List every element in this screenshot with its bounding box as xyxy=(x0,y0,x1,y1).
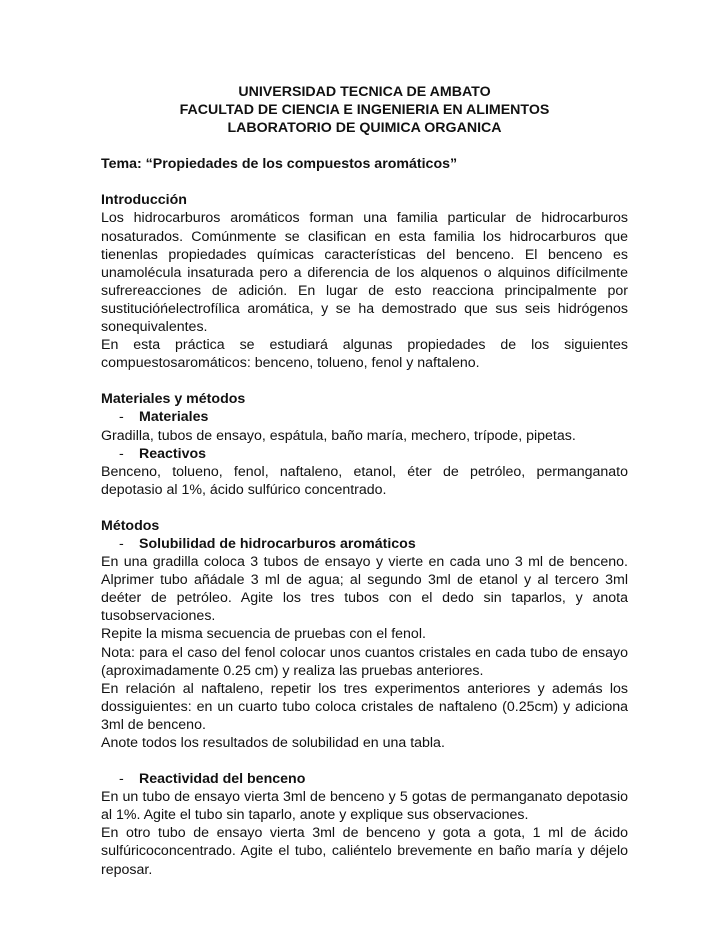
reactivity-paragraph-2: En otro tubo de ensayo vierta 3ml de benceno y gota a gota, 1 ml de ácido sulfúricoconcentrado. Agite el tubo, caliéntelo brevemente en baño maría y déjelo reposar. xyxy=(101,825,628,878)
methods-heading: Métodos xyxy=(101,517,160,534)
reactivos-item xyxy=(101,445,628,463)
bullet-dash: - xyxy=(119,445,124,462)
reactivity-paragraph-1: En un tubo de ensayo vierta 3ml de benceno y 5 gotas de permanganato depotasio al 1%. Agite el tubo sin taparlo, anote y explique sus observaciones. xyxy=(101,789,628,824)
materiales-text: Gradilla, tubos de ensayo, espátula, baño maría, mechero, trípode, pipetas. xyxy=(101,427,576,444)
bullet-dash: - xyxy=(119,535,124,552)
solubility-paragraph-2: Repite la misma secuencia de pruebas con el fenol. xyxy=(101,626,426,643)
faculty-title: FACULTAD DE CIENCIA E INGENIERIA EN ALIMENTOS xyxy=(179,102,550,119)
university-title: UNIVERSIDAD TECNICA DE AMBATO xyxy=(238,84,491,100)
lab-title: LABORATORIO DE QUIMICA ORGANICA xyxy=(227,120,502,137)
topic-title: Tema: “Propiedades de los compuestos aromáticos” xyxy=(101,156,458,173)
bullet-dash: - xyxy=(119,771,124,788)
solubility-item xyxy=(101,535,628,553)
intro-heading: Introducción xyxy=(101,192,187,209)
solubility-note: Nota: para el caso del fenol colocar unos cuantos cristales en cada tubo de ensayo (aproximadamente 0.25 cm) y realiza las pruebas anteriores. xyxy=(101,644,628,679)
materiales-label: Materiales xyxy=(139,409,209,426)
intro-paragraph-2: En esta práctica se estudiará algunas propiedades de los siguientes compuestosaromáticos: benceno, tolueno, fenol y naftaleno. xyxy=(101,337,628,372)
reactivos-label: Reactivos xyxy=(139,445,207,462)
materiales-item xyxy=(101,408,628,426)
solubility-label: Solubilidad de hidrocarburos aromáticos xyxy=(139,535,416,552)
intro-paragraph-1: Los hidrocarburos aromáticos forman una familia particular de hidrocarburos nosaturados. Comúnmente se clasifican en esta familia los hidrocarburos que tienenlas propiedades químicas características del benceno. El benceno es unamolécula insaturada pero a diferencia de los alquenos o alquinos difícilmente sufrereacciones de adición. En lugar de esto reacciona principalmente por sustitucióńelectrofílica aromática, y se ha demostrado que sus seis hidrógenos sonequivalentes. xyxy=(101,210,628,336)
reactivity-label: Reactividad del benceno xyxy=(139,771,306,788)
document-page xyxy=(101,83,628,879)
solubility-paragraph-1: En una gradilla coloca 3 tubos de ensayo y vierte en cada uno 3 ml de benceno. Alprimer tubo añádale 3 ml de agua; al segundo 3ml de etanol y al tercero 3ml deéter de petróleo. Agite los tres tubos con el dedo sin taparlos, y anota tusobservaciones. xyxy=(101,554,628,625)
bullet-dash: - xyxy=(119,409,124,426)
solubility-paragraph-4: En relación al naftaleno, repetir los tres experimentos anteriores y además los dossiguientes: en un cuarto tubo coloca cristales de naftaleno (0.25cm) y adiciona 3ml de benceno. xyxy=(101,680,628,733)
materials-heading: Materiales y métodos xyxy=(101,391,246,408)
reactivity-item xyxy=(101,770,628,788)
reactivos-text: Benceno, tolueno, fenol, naftaleno, etanol, éter de petróleo, permanganato depotasio al 1%, ácido sulfúrico concentrado. xyxy=(101,463,628,498)
solubility-paragraph-5: Anote todos los resultados de solubilidad en una tabla. xyxy=(101,735,445,751)
